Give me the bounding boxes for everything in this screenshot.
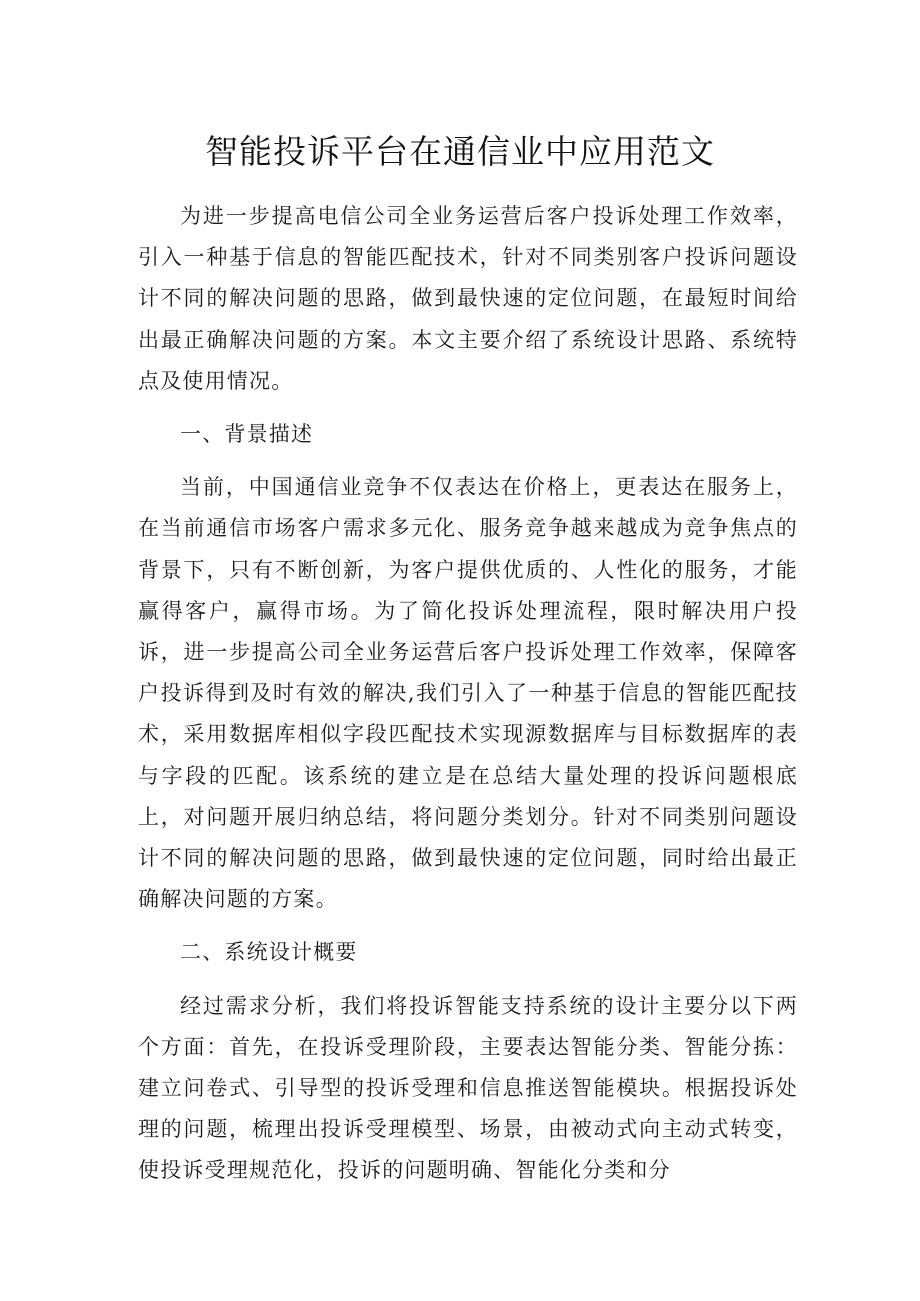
section-heading-background: 一、背景描述 [180,422,314,447]
intro-paragraph: 为进一步提高电信公司全业务运营后客户投诉处理工作效率，引入一种基于信息的智能匹配技术，针对不同类别客户投诉问题设计不同的解决问题的思路，做到最快速的定位问题，在最短时间给出最正确解决问题的方案。本文主要介绍了系统设计思路、系统特点及使用情况。 [138,204,798,393]
design-paragraph: 经过需求分析，我们将投诉智能支持系统的设计主要分以下两个方面：首先，在投诉受理阶段，主要表达智能分类、智能分拣：建立问卷式、引导型的投诉受理和信息推送智能模块。根据投诉处理的问题，梳理出投诉受理模型、场景，由被动式向主动式转变，使投诉受理规范化，投诉的问题明确、智能化分类和分 [138,993,798,1183]
section-heading-design: 二、系统设计概要 [180,940,358,965]
document-title: 智能投诉平台在通信业中应用范文 [205,132,715,171]
background-paragraph: 当前，中国通信业竞争不仅表达在价格上，更表达在服务上，在当前通信市场客户需求多元化、服务竞争越来越成为竞争焦点的背景下，只有不断创新，为客户提供优质的、人性化的服务，才能赢得客户，赢得市场。为了简化投诉处理流程，限时解决用户投诉，进一步提高公司全业务运营后客户投诉处理工作效率，保障客户投诉得到及时有效的解决,我们引入了一种基于信息的智能匹配技术，采用数据库相似字段匹配技术实现源数据库与目标数据库的表与字段的匹配。该系统的建立是在总结大量处理的投诉问题根底上，对问题开展归纳总结，将问题分类划分。针对不同类别问题设计不同的解决问题的思路，做到最快速的定位问题，同时给出最正确解决问题的方案。 [138,475,798,912]
document-body [138,196,798,1204]
